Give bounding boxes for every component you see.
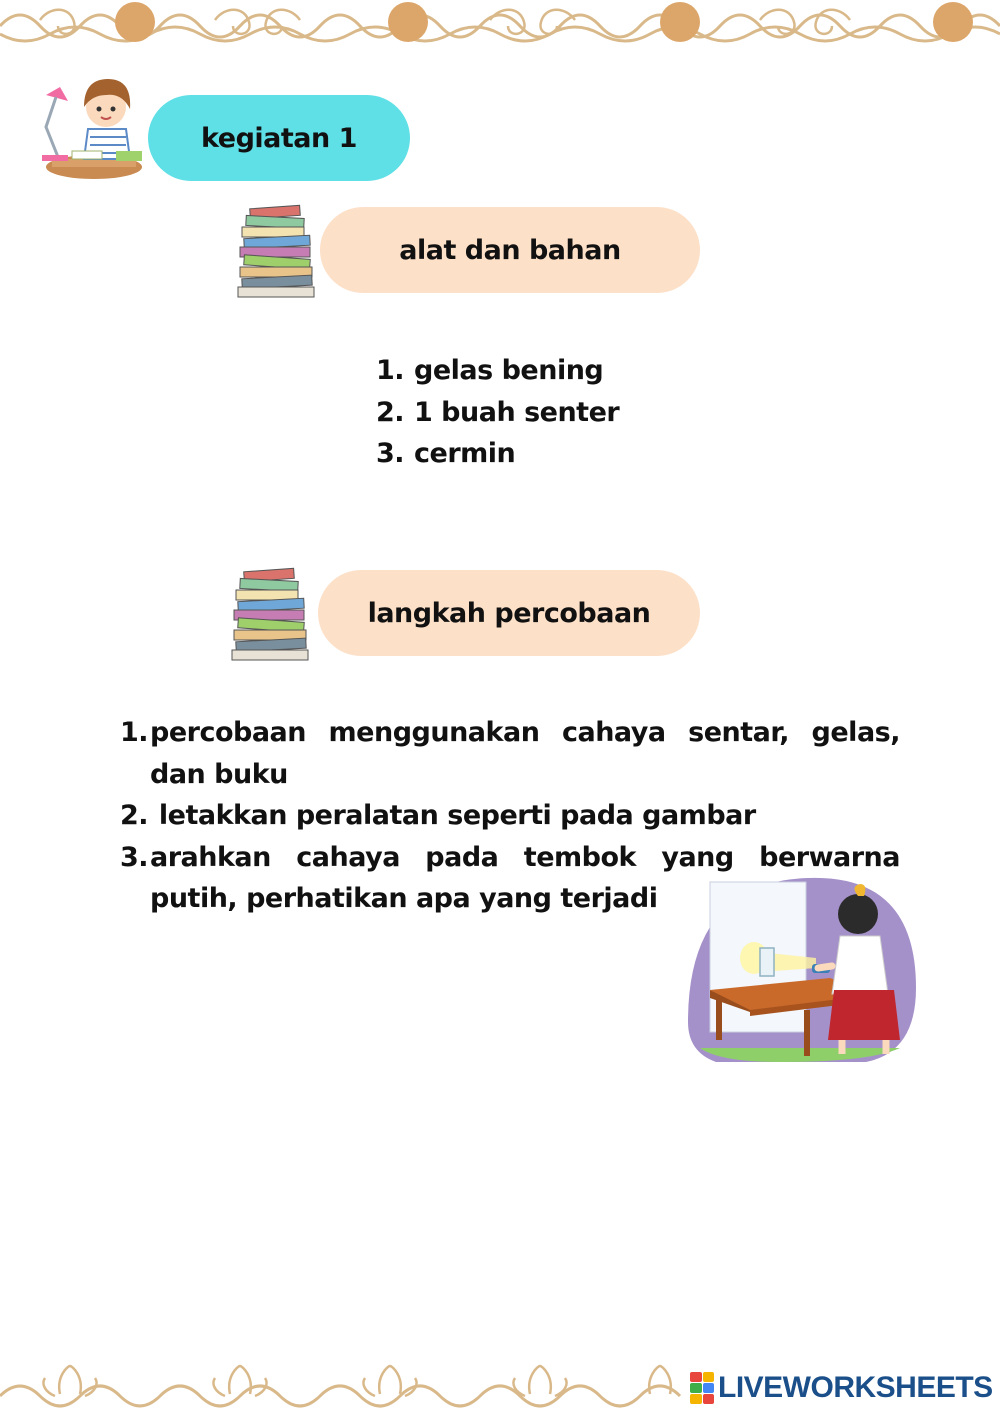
list-item-text: gelas bening: [414, 355, 604, 386]
list-item-number: 3.: [120, 841, 149, 873]
list-item: [366, 433, 619, 475]
tools-list: [366, 350, 619, 475]
steps-section-title: langkah percobaan: [367, 597, 651, 629]
list-item: [366, 350, 619, 392]
list-item: [120, 795, 900, 837]
list-item-text: arahkan cahaya pada tembok yang berwarna putih, perhatikan apa yang terjadi: [150, 841, 900, 914]
list-item-text: 1 buah senter: [414, 396, 620, 428]
girl-flashlight-glass-scene-icon: [680, 872, 916, 1062]
list-item: [120, 712, 900, 795]
tools-section-pill: [320, 207, 700, 293]
book-stack-icon: [230, 566, 314, 662]
list-item-text: cermin: [414, 438, 516, 469]
list-item-number: 1.: [375, 355, 404, 386]
list-item: [366, 392, 619, 434]
list-item-number: 3.: [375, 438, 404, 469]
liveworksheets-brand-text: LIVEWORKSHEETS: [718, 1371, 993, 1404]
top-floral-border-icon: [0, 0, 1000, 52]
book-stack-icon: [236, 203, 320, 299]
list-item-text: percobaan menggunakan cahaya sentar, gelas, dan buku: [150, 717, 900, 790]
list-item-number: 1.: [120, 717, 149, 748]
activity-title-pill: [148, 95, 410, 181]
steps-section-pill: [318, 570, 700, 656]
liveworksheets-logo: [690, 1370, 993, 1406]
list-item-number: 2.: [375, 396, 404, 428]
list-item-text: letakkan peralatan seperti pada gambar: [150, 800, 756, 831]
list-item-number: 2.: [120, 800, 149, 831]
girl-studying-icon: [32, 75, 144, 185]
liveworksheets-logo-icon: [690, 1372, 714, 1404]
tools-section-title: alat dan bahan: [399, 234, 621, 266]
activity-title: kegiatan 1: [201, 122, 357, 154]
